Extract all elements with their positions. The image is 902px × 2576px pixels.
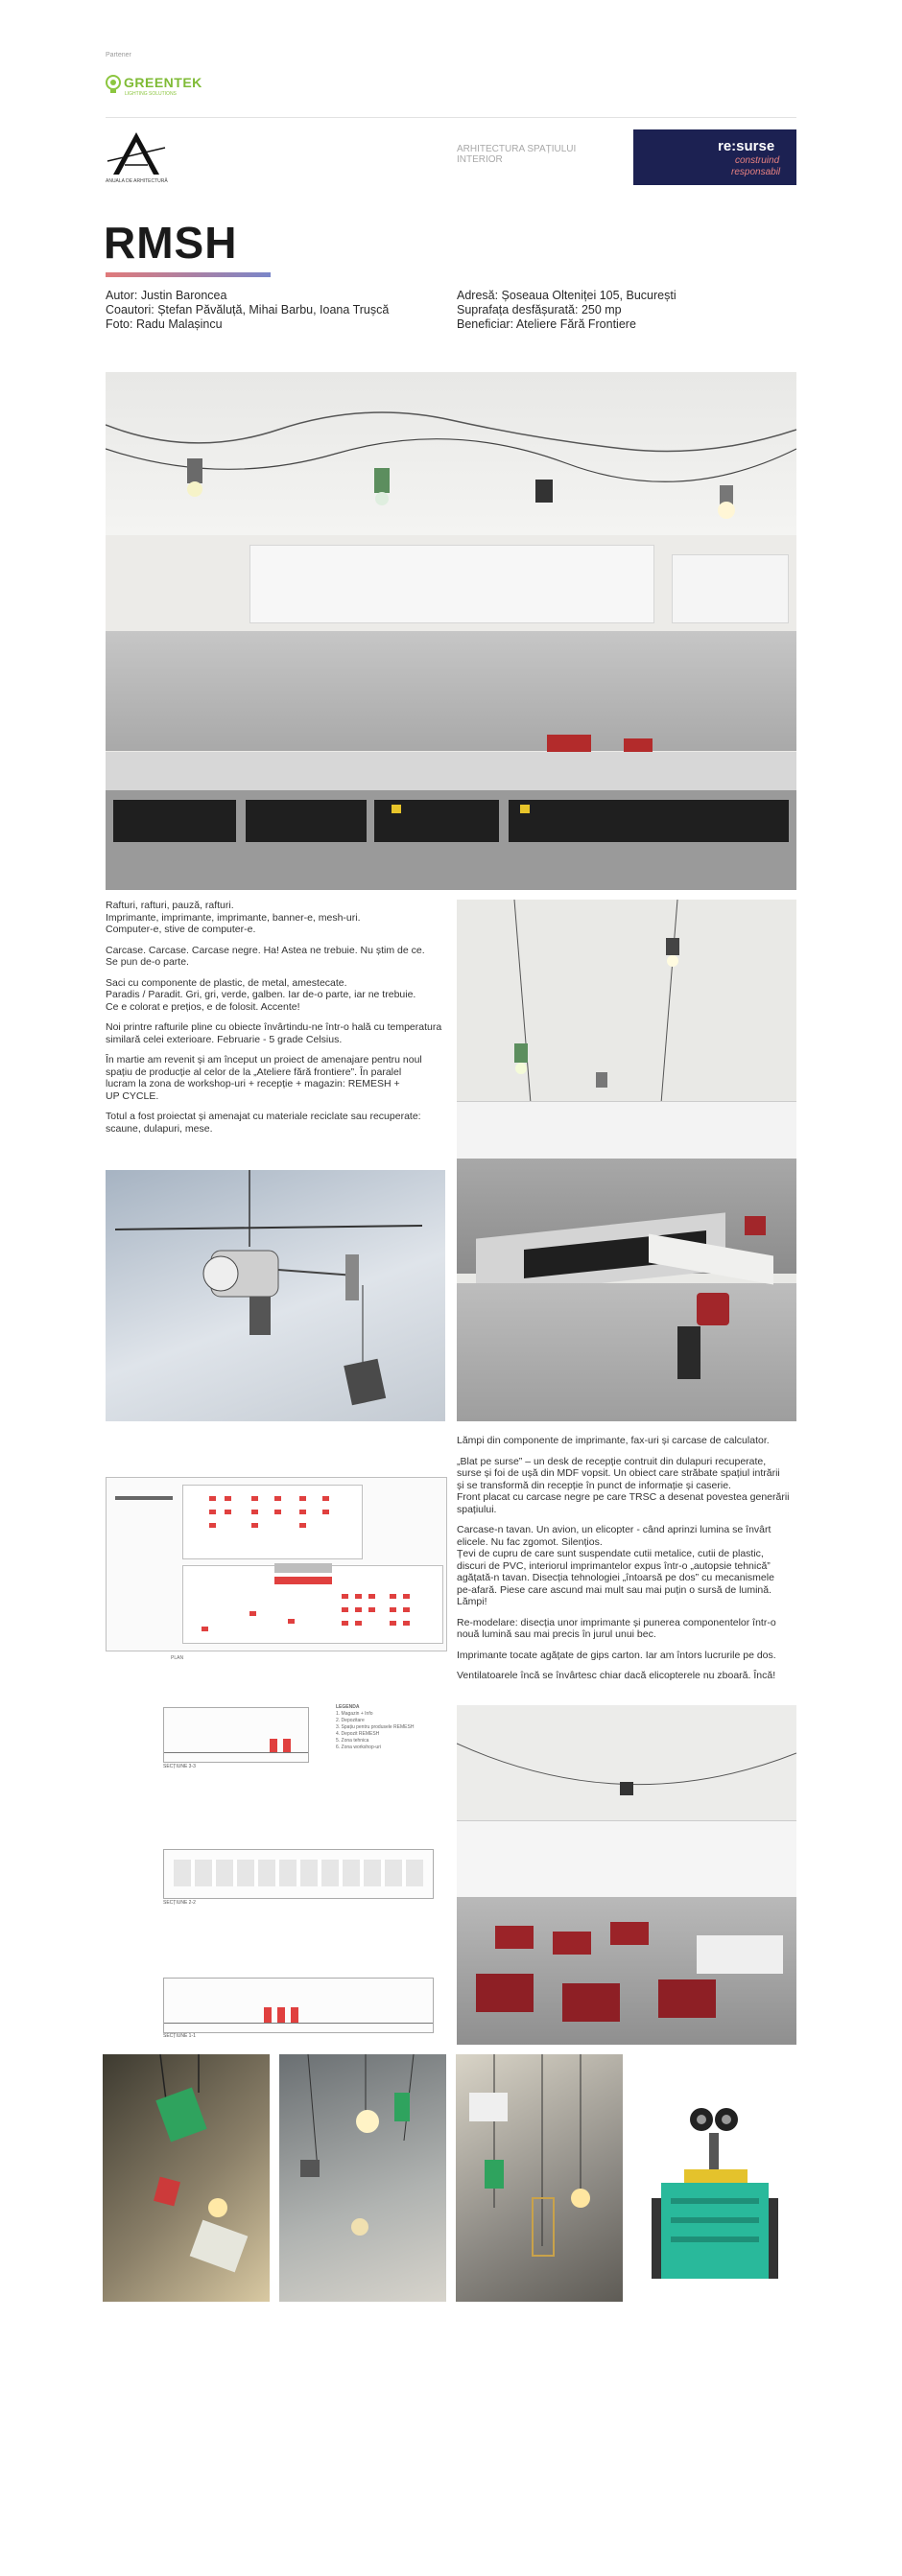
greentek-logo-text: GREENTEK	[124, 75, 202, 90]
meta-area: Suprafața desfășurată: 250 mp	[457, 303, 622, 316]
meta-client: Beneficiar: Ateliere Fără Frontiere	[457, 317, 636, 331]
legend-item: 4. Depozit REMESH	[336, 1731, 380, 1737]
resurse-sub-2: responsabil	[731, 167, 781, 177]
resurse-sub-1: construind	[735, 155, 780, 166]
resurse-logo[interactable]	[633, 129, 796, 185]
lamp-detail-photo-2	[279, 2054, 446, 2302]
section-drawing-2	[163, 1849, 434, 1899]
section-label-1: SECȚIUNE 3-3	[163, 1764, 196, 1769]
floor-plan	[106, 1458, 445, 1669]
text-column-right	[457, 1435, 796, 1691]
legend-item: 1. Magazin + Info	[336, 1711, 373, 1717]
lamp-detail-photo-1	[103, 2054, 270, 2302]
cables-lamps-icon	[106, 372, 796, 535]
robot-icon	[632, 2054, 799, 2302]
meta-photo: Foto: Radu Malașincu	[106, 317, 223, 331]
paragraph: Rafturi, rafturi, pauză, rafturi. Imprimante, imprimante, imprimante, banner-e, mesh-uri. Computer-e, stive de computer-e.	[106, 900, 361, 935]
lamp-cluster-icon	[456, 2054, 623, 2302]
divider	[106, 117, 796, 118]
section-title: ARHITECTURA SPAȚIULUI INTERIOR	[457, 144, 577, 165]
section-drawing-1	[163, 1707, 309, 1763]
meta-author: Autor: Justin Baroncea	[106, 289, 227, 302]
resurse-logo-text: re:surse	[718, 138, 775, 154]
section-drawing-3	[163, 1978, 434, 2033]
anuala-mark-icon	[106, 130, 167, 176]
partner-caption: Partener	[106, 52, 131, 59]
section-label-3: SECȚIUNE 1-1	[163, 2033, 196, 2039]
interior-photo-tall	[457, 900, 796, 1421]
paragraph: Noi printre rafturile pline cu obiecte învârtindu-ne într-o hală cu temperatura similară celei exterioare. Februarie - 5 grade Celsius.	[106, 1021, 442, 1045]
legend	[336, 1704, 441, 1751]
helicopter-lamp-photo	[106, 1170, 445, 1421]
legend-title: LEGENDA	[336, 1704, 360, 1710]
hero-photo	[106, 372, 796, 890]
workshop-room-photo	[457, 1705, 796, 2045]
anuala-logo-text: ANUALA DE ARHITECTURĂ	[106, 178, 168, 184]
plan-label: PLAN	[171, 1655, 184, 1661]
legend-item: 3. Spațiu pentru produsele REMESH	[336, 1724, 415, 1730]
meta-right	[457, 289, 796, 332]
lamp-cluster-icon	[103, 2054, 270, 2302]
project-title: RMSH	[104, 218, 238, 268]
paragraph: Carcase-n tavan. Un avion, un elicopter - când aprinzi lumina se învârt elicele. Nu fac zgomot. Silențios. Țevi de cupru de care sunt suspendate cutii metalice, cutii de plastic, discuri de PVC, interiorul imprimantelor expus într-o „autopsie tehnică” agățată-n tavan. Disecția tehnologiei „întoarsă pe dos” cu mecanismele pe-afară. Piese care ascund mai mult sau mai puțin o sursă de lumină. Lămpi!	[457, 1524, 774, 1607]
title-accent-bar	[106, 272, 271, 277]
section-label-2: SECȚIUNE 2-2	[163, 1900, 196, 1906]
paragraph: Totul a fost proiectat și amenajat cu materiale reciclate sau recuperate: scaune, dulapuri, mese.	[106, 1111, 421, 1135]
paragraph: Re-modelare: disecția unor imprimante și punerea componentelor într-o nouă lumină sau mai precis în jurul unui bec.	[457, 1616, 776, 1640]
greentek-logo-sub: LIGHTING SOLUTIONS	[125, 91, 177, 97]
paragraph: Lămpi din componente de imprimante, fax-uri și carcase de calculator.	[457, 1435, 770, 1446]
paragraph: În martie am revenit și am început un proiect de amenajare pentru noul spațiu de producție al celor de la „Ateliere fără frontiere”. În paralel lucram la zona de workshop-uri + recepție + magazin: REMESH + UP CYCLE.	[106, 1054, 422, 1102]
lamp-detail-photo-3	[456, 2054, 623, 2302]
robot-lamp-photo	[632, 2054, 799, 2302]
bulb-icon	[106, 75, 121, 96]
paragraph: Carcase. Carcase. Carcase negre. Ha! Astea ne trebuie. Nu știm de ce. Se pun de-o parte.	[106, 944, 425, 968]
meta-coauthors: Coautori: Ștefan Păvăluță, Mihai Barbu, Ioana Trușcă	[106, 303, 390, 316]
paragraph: Imprimante tocate agățate de gips carton. Iar am întors lucrurile pe dos.	[457, 1649, 776, 1661]
legend-item: 6. Zona workshop-uri	[336, 1745, 381, 1750]
paragraph: „Blat pe surse” – un desk de recepție contruit din dulapuri recuperate, surse și foi de ușă din MDF vopsit. Un obiect care străbate spațiul intrării și se transformă din recepție în punct de informație și caserie. Front placat cu carcase negre pe care TRSC a desenat povestea generării spațiului.	[457, 1455, 790, 1515]
helicopter-icon	[106, 1170, 445, 1421]
legend-item: 2. Depozitare	[336, 1718, 365, 1723]
meta-address: Adresă: Șoseaua Olteniței 105, București	[457, 289, 676, 302]
greentek-logo[interactable]	[106, 73, 211, 102]
paragraph: Saci cu componente de plastic, de metal, amestecate. Paradis / Paradit. Gri, gri, verde, galben. Iar de-o parte, iar ne trebuie. Ce e colorat e prețios, e de folosit. Accente!	[106, 976, 416, 1013]
legend-item: 5. Zona tehnica	[336, 1738, 369, 1744]
paragraph: Ventilatoarele încă se învârtesc chiar dacă elicopterele nu zboară. Încă!	[457, 1670, 776, 1681]
anuala-logo	[106, 130, 169, 188]
text-column-left	[106, 900, 445, 1143]
meta-left	[106, 289, 441, 332]
lamp-cluster-icon	[279, 2054, 446, 2302]
